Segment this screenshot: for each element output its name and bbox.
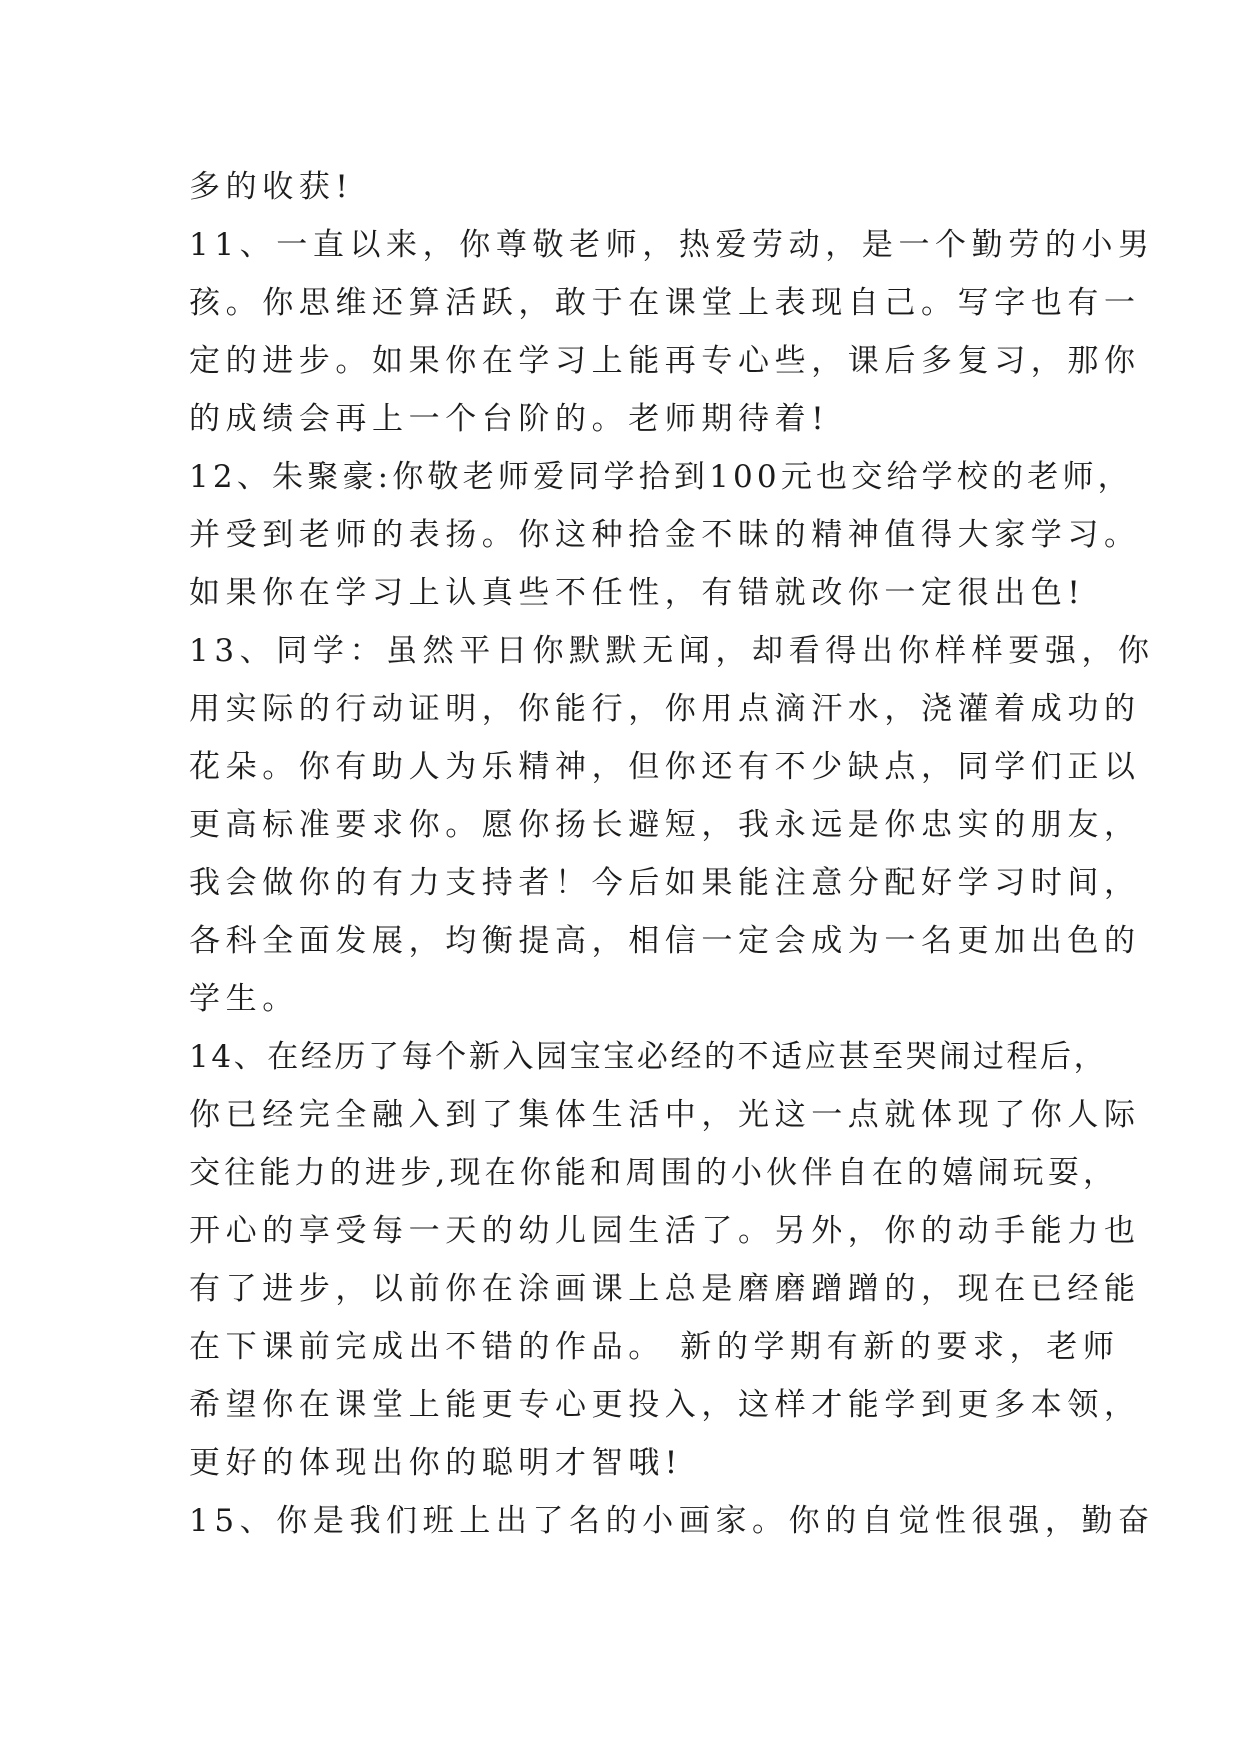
text-line: 交往能力的进步,现在你能和周围的小伙伴自在的嬉闹玩耍， bbox=[189, 1155, 1119, 1191]
text-line: 开心的享受每一天的幼儿园生活了。另外，你的动手能力也 bbox=[189, 1213, 1141, 1249]
text-line: 12、朱聚豪:你敬老师爱同学拾到100元也交给学校的老师， bbox=[189, 459, 1133, 495]
text-line: 我会做你的有力支持者！今后如果能注意分配好学习时间， bbox=[189, 865, 1141, 901]
text-line: 学生。 bbox=[189, 981, 299, 1017]
text-line: 14、在经历了每个新入园宝宝必经的不适应甚至哭闹过程后， bbox=[189, 1039, 1108, 1075]
text-line: 11、一直以来，你尊敬老师，热爱劳动，是一个勤劳的小男 bbox=[189, 227, 1155, 263]
text-line: 各科全面发展，均衡提高，相信一定会成为一名更加出色的 bbox=[189, 923, 1141, 959]
text-line: 的成绩会再上一个台阶的。老师期待着! bbox=[189, 401, 830, 437]
text-line: 15、你是我们班上出了名的小画家。你的自觉性很强，勤奋 bbox=[189, 1503, 1155, 1539]
text-line: 多的收获! bbox=[189, 169, 354, 205]
text-line: 孩。你思维还算活跃，敢于在课堂上表现自己。写字也有一 bbox=[189, 285, 1141, 321]
text-line: 有了进步，以前你在涂画课上总是磨磨蹭蹭的，现在已经能 bbox=[189, 1271, 1141, 1307]
text-line: 在下课前完成出不错的作品。 新的学期有新的要求，老师 bbox=[189, 1329, 1120, 1365]
text-line: 希望你在课堂上能更专心更投入，这样才能学到更多本领， bbox=[189, 1387, 1141, 1423]
text-line: 更好的体现出你的聪明才智哦! bbox=[189, 1445, 683, 1481]
text-line: 用实际的行动证明，你能行，你用点滴汗水，浇灌着成功的 bbox=[189, 691, 1141, 727]
text-line: 13、同学：虽然平日你默默无闻，却看得出你样样要强，你 bbox=[189, 633, 1155, 669]
body-text bbox=[189, 158, 1155, 1550]
text-line: 你已经完全融入到了集体生活中，光这一点就体现了你人际 bbox=[189, 1097, 1141, 1133]
text-line: 定的进步。如果你在学习上能再专心些，课后多复习，那你 bbox=[189, 343, 1141, 379]
text-line: 并受到老师的表扬。你这种拾金不昧的精神值得大家学习。 bbox=[189, 517, 1141, 553]
text-line: 如果你在学习上认真些不任性，有错就改你一定很出色! bbox=[189, 575, 1086, 611]
text-line: 更高标准要求你。愿你扬长避短，我永远是你忠实的朋友， bbox=[189, 807, 1141, 843]
text-line: 花朵。你有助人为乐精神，但你还有不少缺点，同学们正以 bbox=[189, 749, 1141, 785]
